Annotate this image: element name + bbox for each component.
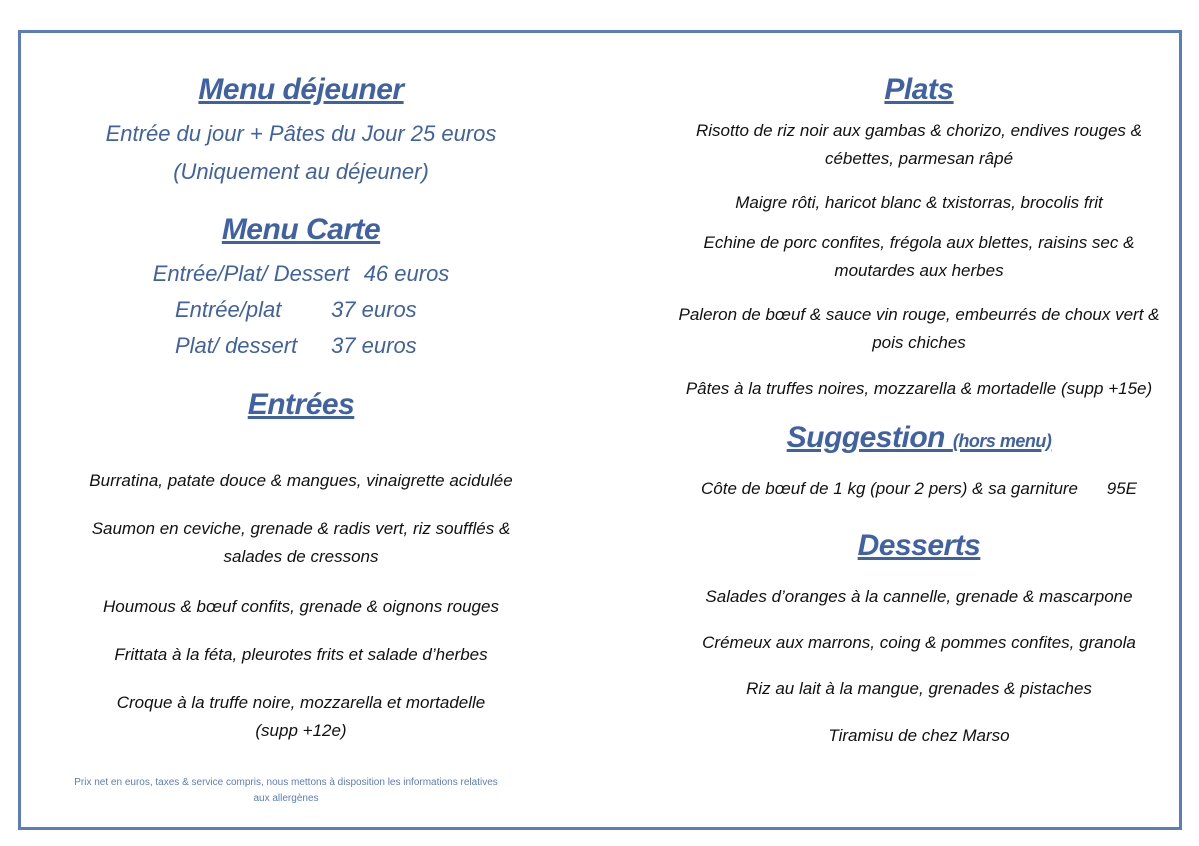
menu-dejeuner-line: Entrée du jour + Pâtes du Jour 25 euros <box>105 121 497 146</box>
plat-item-cont: moutardes aux herbes <box>834 261 1004 280</box>
dessert-item: Riz au lait à la mangue, grenades & pistaches <box>746 679 1092 698</box>
plat-item: Echine de porc confites, frégola aux blettes, raisins sec & <box>703 233 1135 252</box>
entree-item: Frittata à la féta, pleurotes frits et salade d’herbes <box>114 645 488 664</box>
carte-row-price: 37 euros <box>331 297 417 322</box>
menu-dejeuner-title: Menu déjeuner <box>198 73 404 106</box>
carte-row-price: 46 euros <box>363 261 450 286</box>
suggestion-price: 95E <box>1106 479 1137 498</box>
menu-dejeuner-note: (Uniquement au déjeuner) <box>173 159 429 184</box>
entrees-title: Entrées <box>247 388 355 421</box>
menu-carte-title: Menu Carte <box>221 213 381 246</box>
suggestion-title <box>639 421 1199 455</box>
carte-row-price: 37 euros <box>331 333 417 358</box>
plat-item: Paleron de bœuf & sauce vin rouge, embeurrés de choux vert & <box>678 305 1160 324</box>
entree-item: Saumon en ceviche, grenade & radis vert, riz soufflés & <box>91 519 511 538</box>
suggestion-item <box>639 475 1199 503</box>
suggestion-item-text: Côte de bœuf de 1 kg (pour 2 pers) & sa garniture <box>700 479 1079 498</box>
dessert-item: Crémeux aux marrons, coing & pommes confites, granola <box>702 633 1136 652</box>
plat-item: Pâtes à la truffes noires, mozzarella & mortadelle (supp +15e) <box>685 379 1153 398</box>
plat-item-cont: pois chiches <box>872 333 966 352</box>
plat-item-cont: cébettes, parmesan râpé <box>824 149 1014 168</box>
carte-row <box>21 261 581 287</box>
carte-row-label: Entrée/plat <box>174 297 282 322</box>
carte-row <box>21 333 581 359</box>
entree-item-cont: salades de cressons <box>223 547 379 566</box>
entree-item: Houmous & bœuf confits, grenade & oignons rouges <box>103 597 499 616</box>
desserts-title: Desserts <box>857 529 981 562</box>
plat-item: Maigre rôti, haricot blanc & txistorras, brocolis frit <box>735 193 1103 212</box>
dessert-item: Salades d’oranges à la cannelle, grenade & mascarpone <box>705 587 1133 606</box>
menu-frame <box>18 30 1182 830</box>
plats-title: Plats <box>884 73 954 106</box>
footnote-line: aux allergènes <box>253 793 319 804</box>
footnote-line: Prix net en euros, taxes & service compris, nous mettons à disposition les informations relatives <box>74 777 498 788</box>
dessert-item: Tiramisu de chez Marso <box>828 726 1010 745</box>
entree-item: Croque à la truffe noire, mozzarella et mortadelle <box>116 693 486 712</box>
carte-row-label: Plat/ dessert <box>174 333 298 358</box>
suggestion-subtitle: (hors menu) <box>952 431 1052 451</box>
entree-item: Burratina, patate douce & mangues, vinaigrette acidulée <box>89 471 513 490</box>
carte-row-label: Entrée/Plat/ Dessert <box>152 261 350 286</box>
suggestion-title-text: Suggestion <box>786 421 945 454</box>
carte-row <box>21 297 581 323</box>
entree-item-cont: (supp +12e) <box>255 721 347 740</box>
plat-item: Risotto de riz noir aux gambas & chorizo, endives rouges & <box>695 121 1142 140</box>
